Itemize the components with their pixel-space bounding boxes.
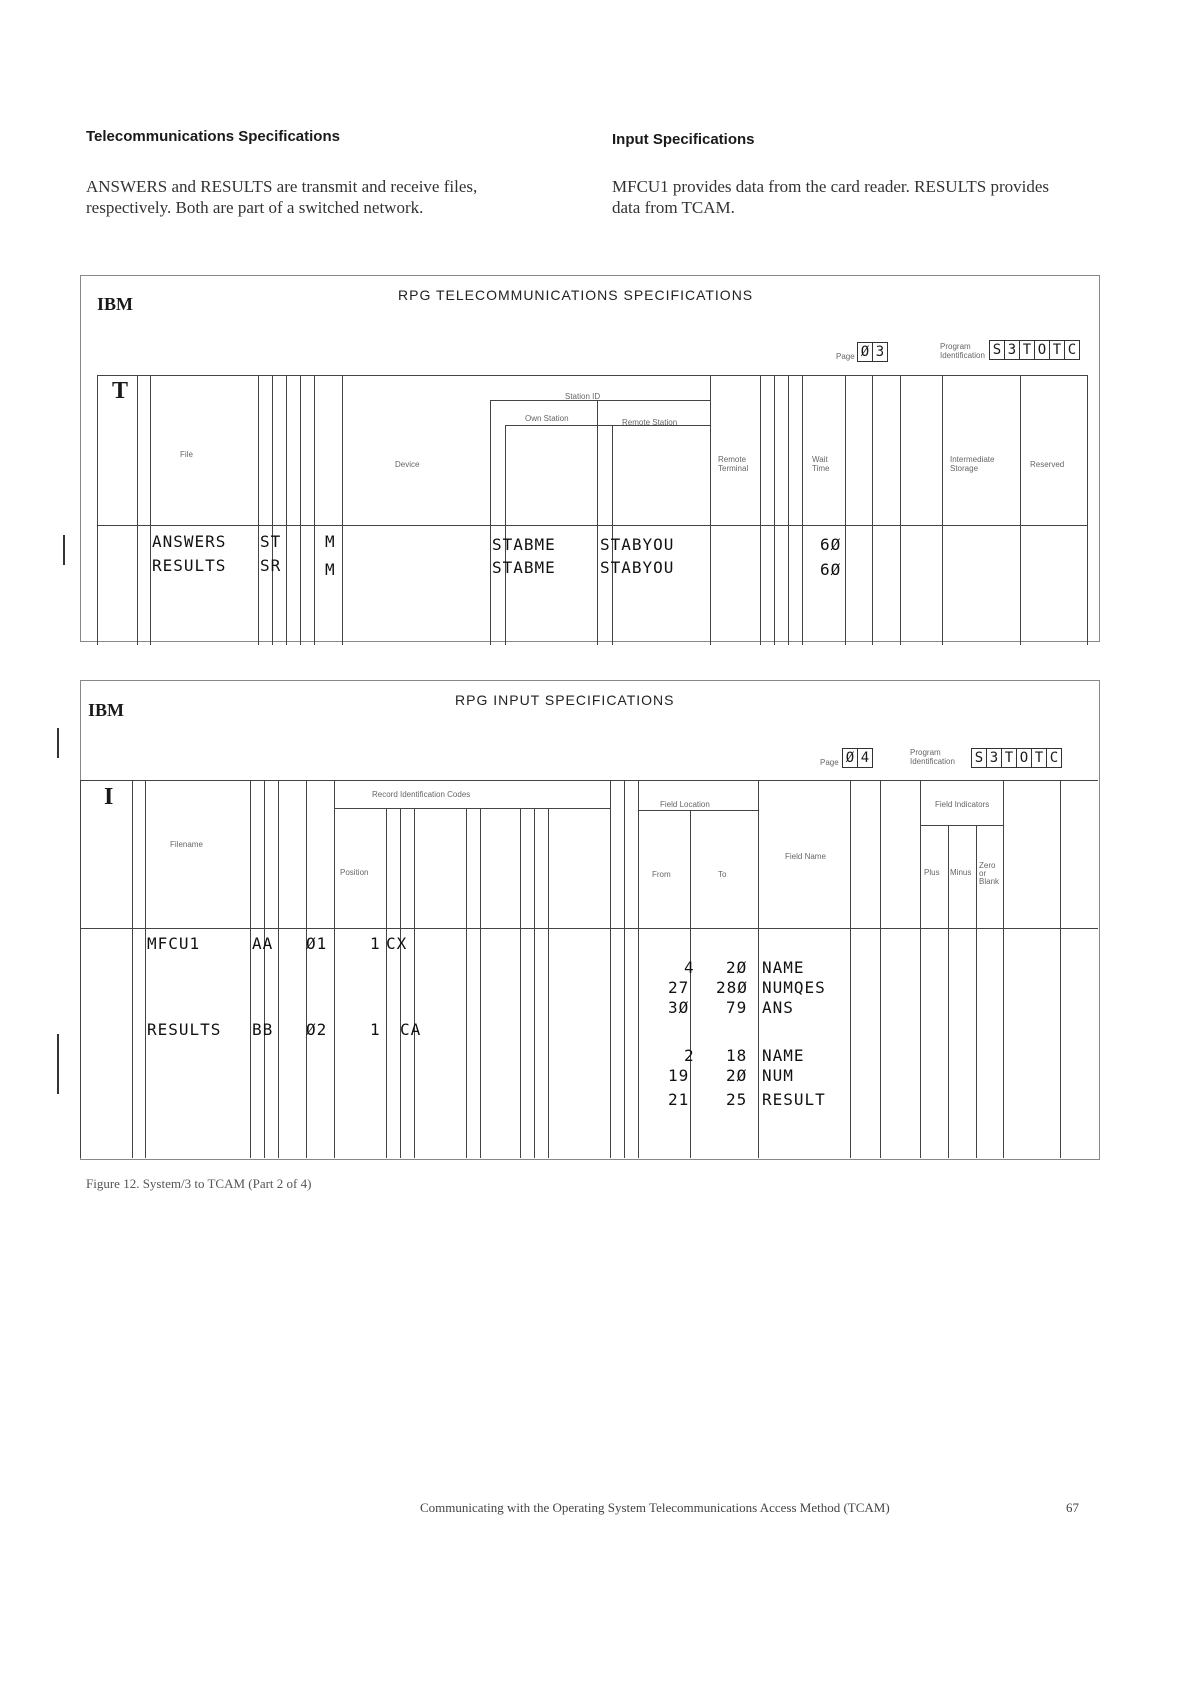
telecom-row-mode: M bbox=[325, 532, 336, 551]
telecom-col-wait: Wait Time bbox=[812, 455, 830, 473]
input-row-name: NAME bbox=[762, 958, 805, 977]
telecom-page-boxes bbox=[858, 342, 888, 362]
input-program-id-label: Program Identification bbox=[910, 748, 955, 766]
page-number: 67 bbox=[1066, 1500, 1079, 1515]
telecom-col-remote: Remote Station bbox=[622, 418, 678, 427]
input-row-file: MFCU1 bbox=[147, 934, 201, 953]
input-col-blank: Zero or Blank bbox=[979, 861, 1000, 886]
telecom-prog-char-3: T bbox=[1019, 340, 1035, 360]
telecom-row-remote: STABYOU bbox=[600, 535, 675, 554]
telecom-ibm-logo: IBM bbox=[97, 294, 133, 314]
input-form-title: RPG INPUT SPECIFICATIONS bbox=[455, 692, 675, 708]
telecom-row-own: STABME bbox=[492, 535, 556, 554]
input-page-label: Page bbox=[820, 758, 839, 767]
input-row-seq: BB bbox=[252, 1020, 274, 1039]
telecom-row-wait: 6Ø bbox=[820, 560, 842, 579]
input-row-ind: Ø2 bbox=[306, 1020, 328, 1039]
telecom-prog-char-2: 3 bbox=[1004, 340, 1020, 360]
telecom-spec-heading: Telecommunications Specifications bbox=[86, 128, 340, 145]
input-program-id-boxes bbox=[972, 748, 1062, 768]
page-footer-text: Communicating with the Operating System Telecommunications Access Method (TCAM) bbox=[420, 1500, 890, 1515]
telecom-page-digit-2: 3 bbox=[872, 342, 888, 362]
telecom-row-wait: 6Ø bbox=[820, 535, 842, 554]
input-page-digit-1: Ø bbox=[842, 748, 858, 768]
input-page-boxes bbox=[843, 748, 873, 768]
input-page-digit-2: 4 bbox=[857, 748, 873, 768]
input-row-seq: AA bbox=[252, 934, 274, 953]
telecom-row-remote: STABYOU bbox=[600, 558, 675, 577]
telecom-spec-letter: T bbox=[112, 378, 129, 404]
telecom-row-file: RESULTS bbox=[152, 556, 227, 575]
input-spec-text: MFCU1 provides data from the card reader. RESULTS provides data from TCAM. bbox=[612, 177, 1050, 217]
input-row-to: 79 bbox=[726, 998, 748, 1017]
input-prog-char-6: C bbox=[1046, 748, 1062, 768]
input-row-to: 25 bbox=[726, 1090, 748, 1109]
telecom-col-remote-terminal: Remote Terminal bbox=[718, 455, 749, 473]
telecom-prog-char-1: S bbox=[989, 340, 1005, 360]
margin-change-bar bbox=[63, 535, 65, 565]
input-col-plus: Plus bbox=[924, 868, 940, 877]
input-col-field-name: Field Name bbox=[785, 852, 826, 861]
telecom-grid-header-bottom bbox=[97, 525, 1087, 526]
input-col-from: From bbox=[652, 870, 671, 879]
input-row-pos: 1 bbox=[370, 1020, 381, 1039]
input-row-from: 3Ø bbox=[668, 998, 690, 1017]
input-prog-char-2: 3 bbox=[986, 748, 1002, 768]
telecom-spec-text: ANSWERS and RESULTS are transmit and receive files, respectively. Both are part of a switched network. bbox=[86, 177, 478, 217]
telecom-page-digit-1: Ø bbox=[857, 342, 873, 362]
telecom-grid-top bbox=[97, 375, 1087, 376]
margin-change-bar bbox=[57, 1034, 59, 1094]
input-row-name: NAME bbox=[762, 1046, 805, 1065]
telecom-col-reserved: Reserved bbox=[1030, 460, 1065, 469]
telecom-program-id-boxes bbox=[990, 340, 1080, 360]
input-row-to: 18 bbox=[726, 1046, 748, 1065]
telecom-col-intermediate: Intermediate Storage bbox=[950, 455, 995, 473]
input-col-field-indicators: Field Indicators bbox=[935, 800, 990, 809]
input-row-code: CA bbox=[400, 1020, 422, 1039]
input-col-filename: Filename bbox=[170, 840, 203, 849]
input-row-ind: Ø1 bbox=[306, 934, 328, 953]
input-row-to: 2Ø bbox=[726, 958, 748, 977]
input-row-pos: 1 bbox=[370, 934, 381, 953]
telecom-col-station: Station ID bbox=[565, 392, 601, 401]
input-row-from: 2 bbox=[684, 1046, 695, 1065]
input-row-name: NUM bbox=[762, 1066, 794, 1085]
telecom-program-id-label: Program Identification bbox=[940, 342, 985, 360]
input-row-name: ANS bbox=[762, 998, 794, 1017]
input-row-from: 21 bbox=[668, 1090, 690, 1109]
input-spec-letter: I bbox=[104, 784, 114, 810]
telecom-prog-char-5: T bbox=[1049, 340, 1065, 360]
input-prog-char-3: T bbox=[1001, 748, 1017, 768]
input-prog-char-5: T bbox=[1031, 748, 1047, 768]
input-ibm-logo: IBM bbox=[88, 700, 124, 720]
input-prog-char-4: O bbox=[1016, 748, 1032, 768]
figure-caption: Figure 12. System/3 to TCAM (Part 2 of 4) bbox=[86, 1176, 312, 1191]
telecom-col-device: Device bbox=[395, 460, 420, 469]
input-col-position: Position bbox=[340, 868, 369, 877]
input-col-to: To bbox=[718, 870, 727, 879]
input-row-from: 4 bbox=[684, 958, 695, 977]
input-row-to: 2Ø bbox=[726, 1066, 748, 1085]
telecom-form-title: RPG TELECOMMUNICATIONS SPECIFICATIONS bbox=[398, 287, 754, 303]
telecom-prog-char-4: O bbox=[1034, 340, 1050, 360]
input-col-field-location: Field Location bbox=[660, 800, 710, 809]
input-row-to: 28Ø bbox=[716, 978, 748, 997]
margin-change-bar bbox=[57, 728, 59, 758]
input-row-name: NUMQES bbox=[762, 978, 826, 997]
telecom-row-type: ST bbox=[260, 532, 282, 551]
input-col-minus: Minus bbox=[950, 868, 972, 877]
input-spec-heading: Input Specifications bbox=[612, 131, 755, 148]
input-row-file: RESULTS bbox=[147, 1020, 222, 1039]
telecom-row-type: SR bbox=[260, 556, 282, 575]
telecom-form bbox=[80, 275, 1100, 642]
telecom-col-own: Own Station bbox=[525, 414, 569, 423]
input-row-from: 27 bbox=[668, 978, 690, 997]
telecom-row-own: STABME bbox=[492, 558, 556, 577]
input-row-from: 19 bbox=[668, 1066, 690, 1085]
telecom-row-file: ANSWERS bbox=[152, 532, 227, 551]
telecom-row-mode: M bbox=[325, 560, 336, 579]
telecom-col-file: File bbox=[180, 450, 193, 459]
input-row-code: CX bbox=[386, 934, 408, 953]
input-prog-char-1: S bbox=[971, 748, 987, 768]
telecom-page-label: Page bbox=[836, 352, 855, 361]
input-col-record-id: Record Identification Codes bbox=[372, 790, 471, 799]
telecom-prog-char-6: C bbox=[1064, 340, 1080, 360]
input-row-name: RESULT bbox=[762, 1090, 826, 1109]
